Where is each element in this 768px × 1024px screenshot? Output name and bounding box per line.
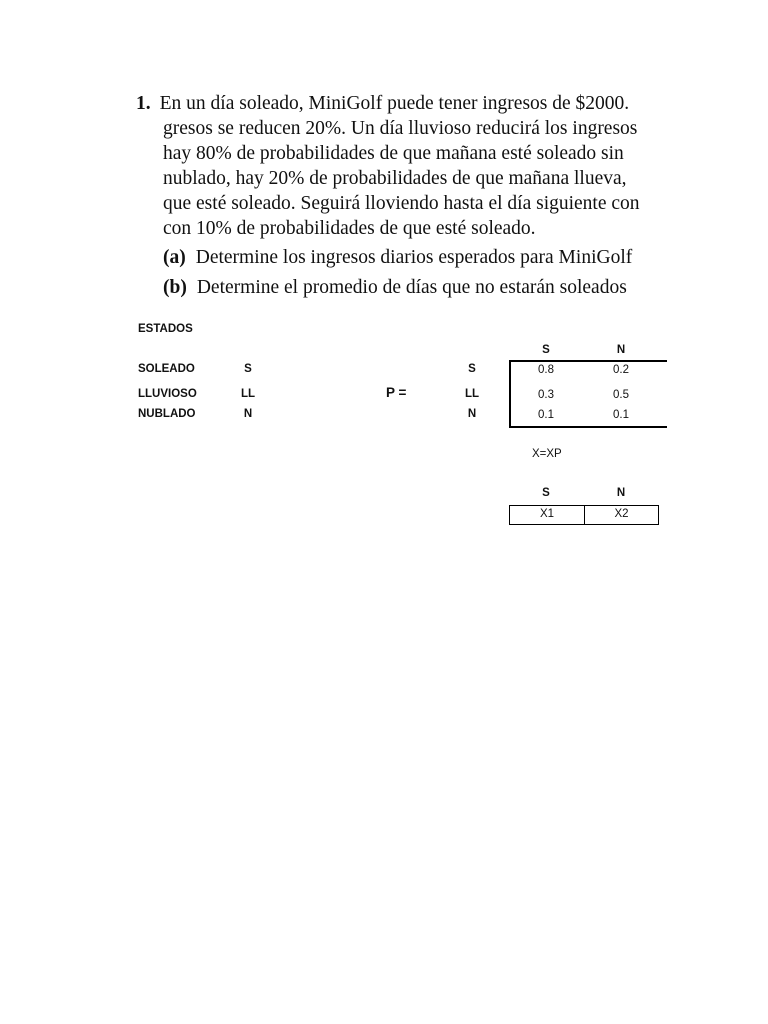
part-b-label: (b) bbox=[163, 277, 187, 298]
matrix-cell: 0.2 bbox=[613, 364, 629, 376]
matrix-row-label-s: S bbox=[468, 363, 476, 375]
matrix-cell: 0.1 bbox=[538, 409, 554, 421]
part-a-label: (a) bbox=[163, 247, 186, 268]
problem-line-5: que esté soleado. Seguirá lloviendo hasta el día siguiente con bbox=[163, 193, 640, 214]
matrix-col-header-s: S bbox=[542, 344, 550, 356]
matrix-col-header-n: N bbox=[616, 344, 626, 356]
problem-line-3: hay 80% de probabilidades de que mañana esté soleado sin bbox=[163, 143, 624, 164]
matrix-p-label: P = bbox=[386, 385, 407, 400]
problem-line-1: 1. En un día soleado, MiniGolf puede tener ingresos de $2000. bbox=[136, 93, 630, 114]
problem-part-b bbox=[163, 276, 627, 300]
part-b-text: Determine el promedio de días que no estarán soleados bbox=[196, 277, 627, 298]
matrix-row-label-ll: LL bbox=[464, 388, 480, 400]
state-code-s: S bbox=[244, 363, 252, 375]
problem-part-a bbox=[163, 246, 632, 270]
problem-line-6: con 10% de probabilidades de que esté soleado. bbox=[163, 218, 536, 239]
state-name-soleado: SOLEADO bbox=[138, 363, 195, 375]
state-code-n: N bbox=[243, 408, 253, 420]
part-a-text: Determine los ingresos diarios esperados para MiniGolf bbox=[195, 247, 633, 268]
problem-line-4: nublado, hay 20% de probabilidades de que mañana llueva, bbox=[163, 168, 627, 189]
matrix-cell: 0.1 bbox=[613, 409, 629, 421]
vector-cell-x1: X1 bbox=[539, 508, 555, 520]
equation-text: X=XP bbox=[532, 448, 562, 460]
vector-col-header-n: N bbox=[616, 487, 626, 499]
matrix-row-label-n: N bbox=[467, 408, 477, 420]
states-heading: ESTADOS bbox=[138, 323, 193, 335]
matrix-cell: 0.8 bbox=[538, 364, 554, 376]
problem-line-2: gresos se reducen 20%. Un día lluvioso reducirá los ingresos bbox=[163, 118, 638, 139]
vector-col-header-s: S bbox=[542, 487, 550, 499]
vector-cell-x2: X2 bbox=[614, 508, 629, 520]
state-name-nublado: NUBLADO bbox=[138, 408, 196, 420]
problem-number: 1. bbox=[136, 93, 151, 114]
vector-x-box bbox=[509, 505, 659, 525]
matrix-cell: 0.3 bbox=[538, 389, 554, 401]
matrix-cell: 0.5 bbox=[613, 389, 629, 401]
state-name-lluvioso: LLUVIOSO bbox=[138, 388, 197, 400]
problem-statement bbox=[136, 92, 660, 302]
state-code-ll: LL bbox=[240, 388, 256, 400]
